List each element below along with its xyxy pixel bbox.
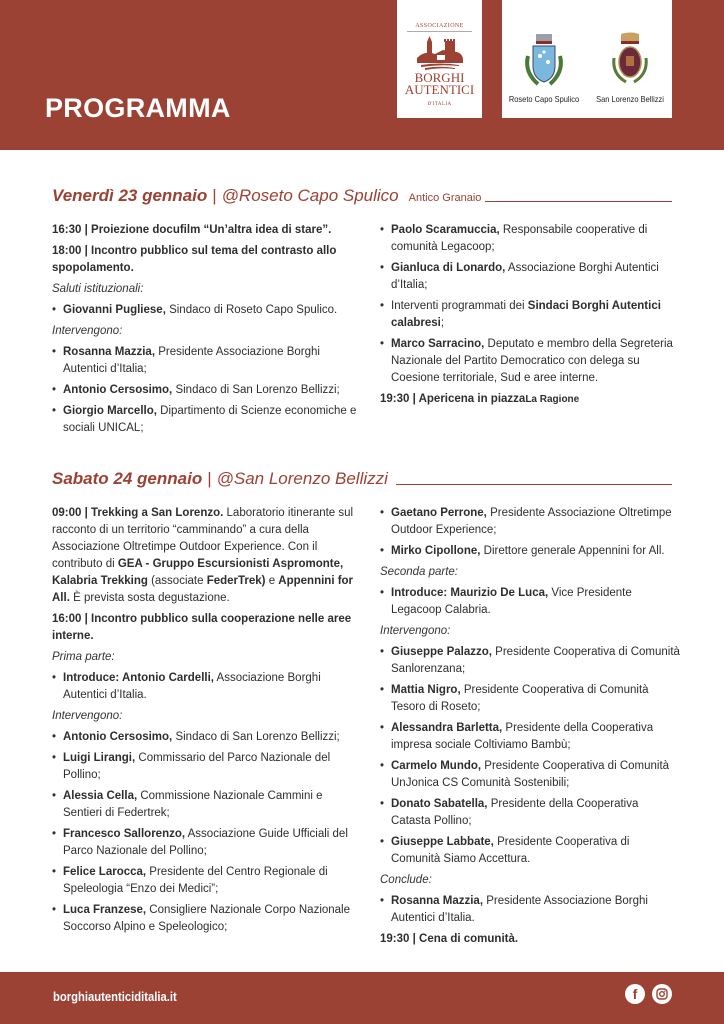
speaker-role: Presidente Cooperativa di Comunità Siamo Accettura. [391, 836, 630, 865]
speaker-item [380, 720, 680, 754]
speaker-item [380, 682, 680, 716]
castle-icon [415, 36, 465, 70]
roseto-crest-icon [524, 32, 564, 88]
speaker-item [380, 543, 680, 560]
speaker-role: Deputato e membro della Segreteria Nazionale del Partito Democratico con delega su Coesione territoriale, Sud e aree interne. [391, 338, 673, 384]
day1-venue: Antico Granaio [408, 192, 482, 204]
speaker-item [380, 585, 680, 619]
speaker-name: Giuseppe Labbate, [391, 836, 494, 848]
speaker-name: Giovanni Pugliese, [63, 304, 166, 316]
partner-name: FederTrek) [206, 575, 266, 587]
facebook-icon[interactable] [625, 984, 645, 1004]
speaker-role: Associazione Borghi Autentici d’Italia; [391, 262, 659, 291]
event-item [52, 611, 362, 645]
speaker-item [380, 758, 680, 792]
event-title: Incontro pubblico sul tema del contrasto allo spopolamento. [52, 245, 337, 274]
speaker-item [52, 344, 362, 378]
speaker-item [380, 505, 680, 539]
speaker-name: Francesco Sallorenzo, [63, 828, 186, 840]
event-item [52, 222, 362, 239]
logo-rule [407, 31, 472, 32]
speaker-name: Sindaci Borghi Autentici calabresi [391, 300, 661, 329]
day2-separator: | [207, 469, 212, 488]
speaker-name: Paolo Scaramuccia, [391, 224, 500, 236]
subheading: Saluti istituzionali: [52, 283, 144, 295]
partner-name: GEA - Gruppo Escursionisti Aspromonte, Kalabria Trekking [52, 558, 344, 587]
subheading: Prima parte: [52, 651, 115, 663]
speaker-item [380, 796, 680, 830]
speaker-prefix: Interventi programmati dei [391, 300, 528, 312]
logo-name [397, 72, 482, 96]
speaker-name: Rosanna Mazzia, [63, 346, 156, 358]
speaker-name: Introduce: Maurizio De Luca, [391, 587, 549, 599]
speaker-list [52, 670, 362, 704]
header-banner [0, 0, 724, 150]
speaker-name: Mattia Nigro, [391, 684, 461, 696]
speaker-item [52, 750, 362, 784]
speaker-name: Alessia Cella, [63, 790, 138, 802]
comune-label-roseto: Roseto Capo Spulico [508, 94, 580, 104]
event-desc: (associate [147, 575, 207, 587]
event-time: 16:30 | [52, 224, 92, 236]
speaker-item [52, 729, 362, 746]
speaker-name: Antonio Cersosimo, [63, 731, 173, 743]
footer-banner [0, 972, 724, 1024]
speaker-item [380, 260, 680, 294]
speaker-role: Sindaco di Roseto Capo Spulico. [165, 304, 338, 316]
event-title: Proiezione docufilm “Un’altra idea di stare”. [91, 224, 332, 236]
event-time: 19:30 | [380, 393, 419, 405]
day2-left-column [52, 505, 362, 940]
subheading: Intervengono: [380, 625, 451, 637]
day2-rule [396, 484, 672, 485]
speaker-role: Presidente Associazione Borghi Autentici d’Italia; [63, 346, 320, 375]
speaker-item [52, 382, 362, 399]
speaker-item [52, 788, 362, 822]
speaker-role: Consigliere Nazionale Corpo Nazionale Soccorso Alpino e Speleologico; [63, 904, 351, 933]
event-desc: È prevista sosta degustazione. [69, 592, 230, 604]
speaker-name: Gaetano Perrone, [391, 507, 487, 519]
logo-association-label: ASSOCIAZIONE [415, 23, 464, 29]
speaker-role: Vice Presidente Legacoop Calabria. [391, 587, 632, 616]
speaker-role: Presidente Cooperativa di Comunità Tesoro di Roseto; [391, 684, 649, 713]
speaker-name: Giuseppe Palazzo, [391, 646, 492, 658]
event-desc: Laboratorio itinerante sul racconto di un territorio “camminando” a cura della Associazione Oltretimpe Outdoor Experience. Con il contributo di [52, 507, 354, 570]
speaker-role: Direttore generale Appennini for All. [480, 545, 665, 557]
speaker-item [380, 222, 680, 256]
facebook-glyph: f [632, 986, 638, 1002]
event-item [380, 931, 680, 948]
speaker-name: Rosanna Mazzia, [391, 895, 484, 907]
speaker-role: Associazione Guide Ufficiali del Parco Nazionale del Pollino; [63, 828, 348, 857]
speaker-role: Presidente del Centro Regionale di Speleologia “Enzo dei Medici”; [63, 866, 328, 895]
speaker-suffix: ; [440, 317, 445, 329]
day1-heading [52, 186, 672, 206]
event-time: 18:00 | [52, 245, 92, 257]
day2-date: Sabato 24 gennaio [52, 469, 203, 488]
speaker-name: Marco Sarracino, [391, 338, 485, 350]
speaker-item [52, 403, 362, 437]
page-title: PROGRAMMA [45, 93, 231, 123]
speaker-role: Commissione Nazionale Cammini e Sentieri di Federtrek; [63, 790, 323, 819]
speaker-name: Antonio Cersosimo, [63, 384, 173, 396]
event-title: Apericena in piazza [418, 393, 526, 405]
speaker-item [52, 902, 362, 936]
speaker-name: Felice Larocca, [63, 866, 147, 878]
speaker-name: Gianluca di Lonardo, [391, 262, 506, 274]
event-time: 16:00 | [52, 613, 92, 625]
website-link[interactable]: borghiautenticiditalia.it [53, 990, 177, 1004]
day2-right-column [380, 505, 680, 952]
speaker-name: Giorgio Marcello, [63, 405, 157, 417]
day2-heading [52, 469, 672, 489]
speaker-role: Presidente Cooperativa di Comunità UnJonica CS Comunità Sostenibili; [391, 760, 670, 789]
speaker-list [380, 505, 680, 560]
logo-name-line1: BORGHI [414, 70, 465, 85]
speaker-item [380, 644, 680, 678]
day1-place: @Roseto Capo Spulico [221, 186, 399, 205]
event-time: 09:00 | [52, 507, 92, 519]
speaker-name: Luca Franzese, [63, 904, 147, 916]
speaker-name: Mirko Cipollone, [391, 545, 481, 557]
speaker-role: Commissario del Parco Nazionale del Pollino; [63, 752, 331, 781]
event-item [380, 391, 680, 408]
event-title: Cena di comunità. [419, 933, 519, 945]
event-time: 19:30 | [380, 933, 420, 945]
logo-subtitle: D'ITALIA [427, 102, 452, 107]
speaker-list [380, 893, 680, 927]
san-lorenzo-crest-icon [610, 32, 650, 88]
speaker-item [52, 826, 362, 860]
instagram-glyph [656, 988, 668, 1000]
speaker-item [380, 336, 680, 387]
logo-name-line2: AUTENTICI [404, 82, 475, 97]
event-desc: e [265, 575, 279, 587]
speaker-list [380, 585, 680, 619]
speaker-role: Presidente della Cooperativa Catasta Pollino; [391, 798, 639, 827]
speaker-role: Responsabile cooperative di comunità Legacoop; [391, 224, 648, 253]
speaker-role: Presidente della Cooperativa impresa sociale Coltiviamo Bambù; [391, 722, 654, 751]
speaker-item [380, 893, 680, 927]
speaker-list [380, 222, 680, 387]
speaker-item [52, 302, 362, 319]
day1-left-column [52, 222, 362, 441]
event-venue: La Ragione [525, 394, 580, 405]
speaker-list [380, 644, 680, 868]
event-item [52, 505, 362, 607]
day2-place: @San Lorenzo Bellizzi [216, 469, 388, 488]
speaker-name: Luigi Lirangi, [63, 752, 136, 764]
speaker-list [52, 729, 362, 936]
instagram-icon[interactable] [652, 984, 672, 1004]
municipality-logos [502, 0, 672, 118]
day1-separator: | [212, 186, 217, 205]
speaker-role: Dipartimento di Scienze economiche e sociali UNICAL; [63, 405, 357, 434]
day1-rule [485, 201, 672, 202]
speaker-role: Associazione Borghi Autentici d’Italia. [63, 672, 321, 701]
subheading: Seconda parte: [380, 566, 459, 578]
speaker-item [380, 298, 680, 332]
speaker-role: Sindaco di San Lorenzo Bellizzi; [172, 731, 340, 743]
speaker-name: Introduce: Antonio Cardelli, [63, 672, 214, 684]
speaker-item [52, 670, 362, 704]
day1-right-column [380, 222, 680, 412]
speaker-name: Alessandra Barletta, [391, 722, 503, 734]
event-title: Incontro pubblico sulla cooperazione nelle aree interne. [52, 613, 352, 642]
comune-label-san-lorenzo: San Lorenzo Bellizzi [596, 94, 664, 104]
speaker-role: Presidente Cooperativa di Comunità Sanlorenzana; [391, 646, 680, 675]
speaker-role: Presidente Associazione Oltretimpe Outdoor Experience; [391, 507, 672, 536]
subheading: Intervengono: [52, 325, 123, 337]
day1-date: Venerdì 23 gennaio [52, 186, 208, 205]
event-item [52, 243, 362, 277]
event-title: Trekking a San Lorenzo. [91, 507, 224, 519]
partner-name: Appennini for All. [52, 575, 354, 604]
speaker-name: Donato Sabatella, [391, 798, 488, 810]
speaker-item [52, 864, 362, 898]
speaker-item [380, 834, 680, 868]
speaker-role: Presidente Associazione Borghi Autentici d’Italia. [391, 895, 648, 924]
subheading: Intervengono: [52, 710, 123, 722]
speaker-role: Sindaco di San Lorenzo Bellizzi; [172, 384, 340, 396]
subheading: Conclude: [380, 874, 432, 886]
speaker-list [52, 344, 362, 437]
borghi-autentici-logo [397, 0, 482, 118]
speaker-name: Carmelo Mundo, [391, 760, 482, 772]
speaker-list [52, 302, 362, 319]
